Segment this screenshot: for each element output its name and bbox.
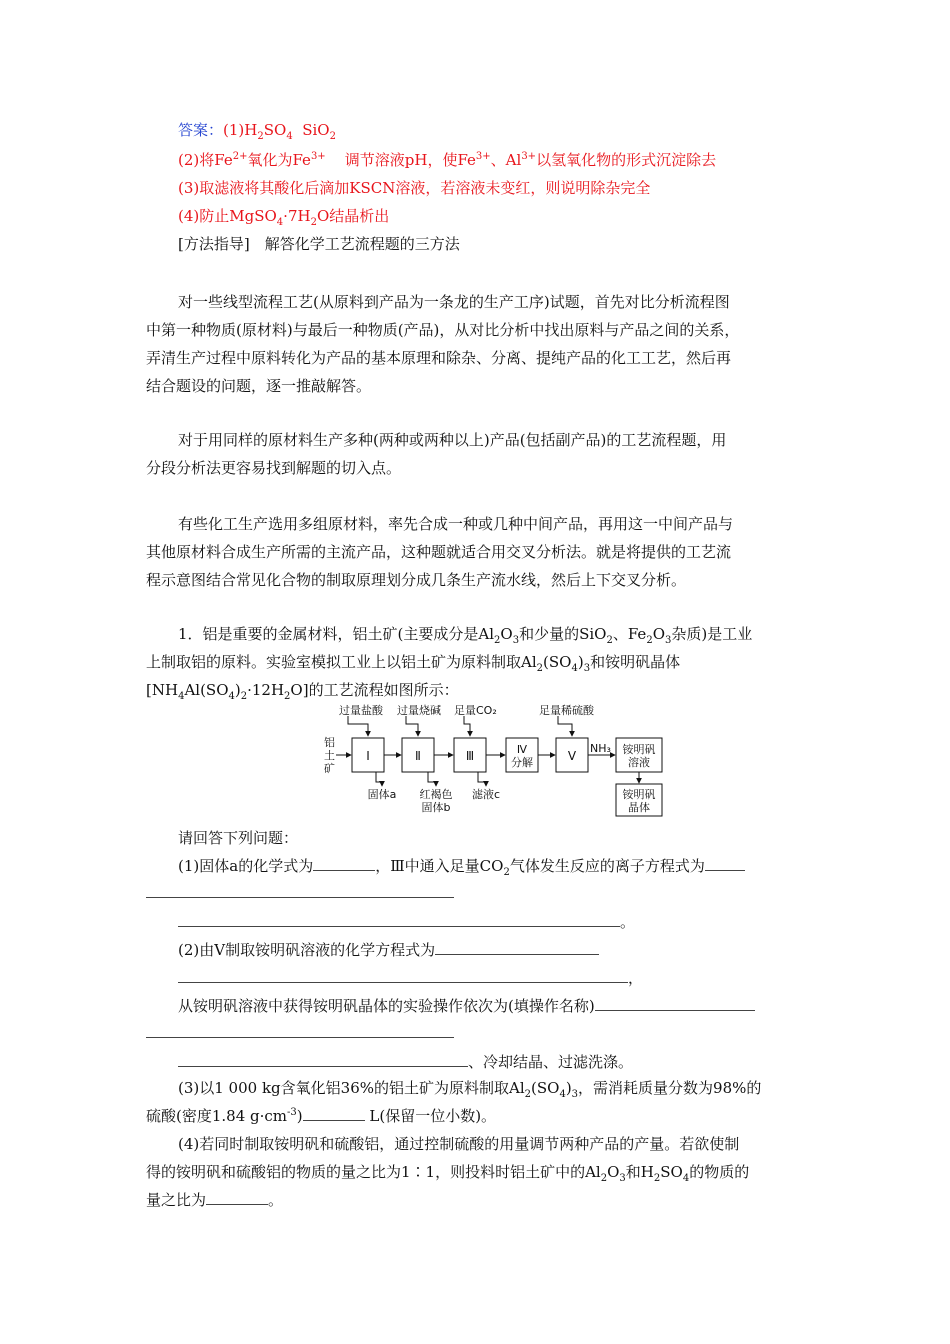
product-solution-label-1: 铵明矾 (622, 743, 656, 756)
reagent-1-label: 过量盐酸 (339, 704, 383, 717)
answer-line-2[interactable] (146, 897, 454, 898)
step-4-label: Ⅳ (516, 743, 528, 756)
input-char-2: 土 (324, 749, 335, 762)
reagent-4-arrow (558, 716, 572, 736)
subquestion-4-line-2: 得的铵明矾和硫酸铝的物质的量之比为1∶1，则投料时铝土矿中的$Al_2O_3$和$H_2SO_4$的物质的 (146, 1163, 750, 1184)
answer-blank-9[interactable] (303, 1106, 365, 1121)
product-solution-label-2: 溶液 (628, 756, 650, 769)
answer-blank-1[interactable] (313, 856, 375, 871)
method-p3-line-1: 有些化工生产选用多组原材料，率先合成一种或几种中间产品，再用这一中间产品与 (178, 515, 734, 533)
subquestion-1-continuation: 。 (178, 912, 635, 932)
answer-line-7[interactable] (146, 1037, 454, 1038)
answer-label: 答案： (178, 121, 224, 139)
subquestion-2-line-3: 从铵明矾溶液中获得铵明矾晶体的实验操作依次为(填操作名称) (178, 996, 755, 1016)
reagent-3-arrow (464, 716, 470, 736)
answer-blank-2[interactable] (705, 856, 745, 871)
output-2-label-2: 固体b (421, 801, 451, 814)
questions-prompt: 请回答下列问题： (178, 829, 299, 847)
step-1-label: Ⅰ (366, 749, 370, 763)
method-p1-line-1: 对一些线型流程工艺(从原料到产品为一条龙的生产工序)试题，首先对比分析流程图 (178, 293, 730, 311)
subquestion-3-line-2: 硫酸(密度1.84 $g\cdot cm^{-3}$) L(保留一位小数)。 (146, 1107, 497, 1125)
reagent-3-label: 足量CO₂ (454, 704, 497, 717)
output-1-label: 固体a (367, 788, 397, 801)
answer-line-1 (178, 120, 336, 140)
method-p2-line-1: 对于用同样的原材料生产多种(两种或两种以上)产品(包括副产品)的工艺流程题，用 (178, 431, 727, 449)
reagent-2-label: 过量烧碱 (397, 704, 441, 717)
subquestion-3: (3)以1 000 kg含氧化铝36%的铝土矿为原料制取$Al_2(SO_4)_3$，需消耗质量分数为98%的 (178, 1079, 762, 1100)
step-2-label: Ⅱ (415, 749, 421, 763)
subquestion-2: (2)由Ⅴ制取铵明矾溶液的化学方程式为 (178, 940, 599, 960)
reagent-4-label: 足量稀硫酸 (539, 704, 594, 717)
method-heading: [方法指导] 解答化学工艺流程题的三方法 (178, 235, 460, 253)
method-p1-line-2: 中第一种物质(原材料)与最后一种物质(产品)，从对比分析中找出原料与产品之间的关系， (146, 321, 740, 339)
step-5-label: Ⅴ (567, 749, 577, 763)
output-3-label: 滤液c (471, 788, 501, 801)
output-2-arrow (428, 772, 436, 786)
product-crystal-label-1: 铵明矾 (622, 788, 656, 801)
answer-3: (3)取滤液将其酸化后滴加KSCN溶液，若溶液未变红，则说明除杂完全 (178, 179, 651, 197)
output-2-label-1: 红褐色 (419, 788, 453, 801)
question-stem-line-2: 上制取铝的原料。实验室模拟工业上以铝土矿为原料制取$Al_2(SO_4)_3$和铵明矾晶体 (146, 653, 681, 674)
step-3-label: Ⅲ (465, 749, 475, 763)
subquestion-4-line-3: 量之比为 。 (146, 1191, 284, 1209)
question-stem-line-1: 1．铝是重要的金属材料，铝土矿(主要成分是$Al_2O_3$和少量的SiO$_2$、$Fe_2O_3$杂质)是工业 (178, 625, 753, 646)
answer-2: (2)将$Fe^{2+}$氧化为$Fe^{3+}$ 调节溶液pH，使$Fe^{3+}$、$Al^{3+}$以氢氧化物的形式沉淀除去 (178, 151, 717, 169)
product-crystal-label-2: 晶体 (628, 801, 650, 814)
method-p3-line-2: 其他原材料合成生产所需的主流产品，这种题就适合用交叉分析法。就是将提供的工艺流 (146, 543, 732, 561)
input-char-3: 矿 (324, 762, 335, 775)
input-char-1: 铝 (324, 736, 335, 749)
subquestion-4: (4)若同时制取铵明矾和硫酸铝，通过控制硫酸的用量调节两种产品的产量。若欲使制 (178, 1135, 740, 1153)
reagent-2-arrow (406, 716, 418, 736)
subquestion-2-line-4: 、冷却结晶、过滤洗涤。 (178, 1052, 633, 1072)
subquestion-1: (1)固体a的化学式为 ，Ⅲ中通入足量$CO_2$气体发生反应的离子方程式为 (178, 856, 745, 876)
answer-blank-5[interactable] (178, 968, 628, 983)
output-3-arrow (478, 772, 486, 786)
answer-1: $(1)H_2SO_4$ SiO$_2$ (223, 121, 336, 142)
process-flow-diagram (320, 702, 680, 820)
answer-blank-6[interactable] (595, 996, 755, 1011)
output-1-arrow (376, 772, 382, 786)
method-p3-line-3: 程示意图结合常见化合物的制取原理划分成几条生产流水线，然后上下交叉分析。 (146, 571, 687, 589)
question-stem-line-3: $[NH_4Al(SO_4)_2\cdot 12H_2O]$的工艺流程如图所示： (146, 681, 459, 702)
answer-blank-3[interactable] (178, 912, 620, 927)
answer-blank-8[interactable] (178, 1052, 468, 1067)
answer-blank-4[interactable] (435, 940, 599, 955)
method-p1-line-3: 弄清生产过程中原料转化为产品的基本原理和除杂、分离、提纯产品的化工工艺，然后再 (146, 349, 732, 367)
method-p2-line-2: 分段分析法更容易找到解题的切入点。 (146, 459, 402, 477)
method-p1-line-4: 结合题设的问题，逐一推敲解答。 (146, 377, 372, 395)
reagent-1-arrow (348, 716, 368, 736)
nh3-label: NH₃ (590, 742, 611, 755)
answer-4: (4)防止$MgSO_4\cdot 7H_2O$结晶析出 (178, 207, 390, 228)
subquestion-2-line-2: ， (178, 968, 643, 988)
answer-blank-10[interactable] (206, 1190, 268, 1205)
step-4-sublabel: 分解 (511, 756, 533, 769)
